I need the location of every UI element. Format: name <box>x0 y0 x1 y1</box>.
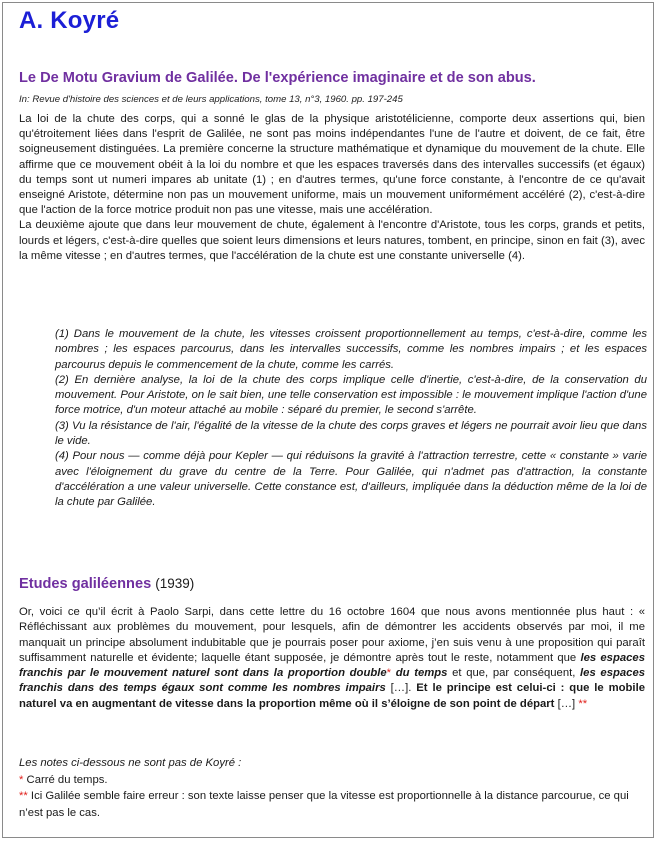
asterisk-marker: * <box>386 667 392 680</box>
double-asterisk-marker: ** <box>578 697 588 710</box>
editor-note-2 <box>19 788 645 821</box>
section2-title: Etudes galiléennes <box>19 576 152 592</box>
section1-title: Le De Motu Gravium de Galilée. De l'expérience imaginaire et de son abus. <box>19 70 536 86</box>
section2-year: (1939) <box>155 576 195 591</box>
footnote-1: (1) Dans le mouvement de la chute, les vitesses croissent proportionnellement au temps, c'est-à-dire, comme les nombres ; les espaces parcourus, dans les intervalles successifs, comme les nombres impairs ; et les espaces parcourus depuis le commencement de la chute, comme les carrés. <box>55 328 647 371</box>
section1-body <box>19 112 645 264</box>
quote-ellipsis: […] <box>554 697 579 710</box>
editor-note-1 <box>19 772 645 789</box>
section1-paragraph-2: La deuxième ajoute que dans leur mouvement de chute, également à l'encontre d'Aristote, tous les corps, grands et petits, lourds et légers, c'est-à-dire quelles que soient leurs dimensions et leurs natures, tombent, en principe, sinon en fait (3), avec la même vitesse ; en d'autres termes, que l'accélération de la chute est une constante universelle (4). <box>19 219 645 262</box>
quote-emphasis-2: du temps <box>391 667 448 680</box>
editor-notes <box>19 755 645 821</box>
section1-paragraph-1: La loi de la chute des corps, qui a sonné le glas de la physique aristotélicienne, comporte deux assertions qui, bien qu'étroitement liées dans l'esprit de Galilée, ne sont pas moins indépendantes l'une de l'autre et doivent, de ce fait, être soigneusement distinguées. La première concerne la structure mathématique et dynamique du mouvement de la chute. Elle affirme que ce mouvement obéit à la loi du nombre et que les espaces traversés dans des intervalles successifs (et égaux) du temps sont ut numeri impares ab unitate (1) ; en d'autres termes, qu'une force constante, à l'encontre de ce qu'avait enseigné Aristote, détermine non pas un mouvement uniforme, mais un mouvement uniformément accéléré (2), c'est-à-dire que l'action de la force motrice produit non pas une vitesse, mais une accélération. <box>19 113 645 217</box>
editor-note-2-text: Ici Galilée semble faire erreur : son texte laisse penser que la vitesse est proportionnelle à la distance parcourue, ce qui n’est pas le cas. <box>19 790 629 819</box>
editor-note-1-marker: * <box>19 773 24 786</box>
footnote-4: (4) Pour nous — comme déjà pour Kepler — qui réduisons la gravité à l'attraction terrestre, cette « constante » varie avec l'éloignement du grave du centre de la Terre. Pour Galilée, qui n'admet pas d'attraction, la constante d'accélération a une valeur universelle. Cette constance est, d'ailleurs, impliquée dans la déduction même de la loi de la chute par Galilée. <box>55 450 647 509</box>
author-heading: A. Koyré <box>19 7 120 34</box>
section1-source-citation: In: Revue d'histoire des sciences et de leurs applications, tome 13, n°3, 1960. pp. 197-245 <box>19 94 403 105</box>
quote-text-3: […]. <box>385 682 417 695</box>
section1-footnotes <box>55 327 647 511</box>
editor-note-2-marker: ** <box>19 790 28 802</box>
editor-note-1-text: Carré du temps. <box>23 773 108 786</box>
quote-emphasis-3: les espaces franchis dans des temps égaux sont comme les nombres impairs <box>19 667 646 695</box>
quote-text-2: et que, par conséquent, <box>447 667 581 680</box>
quote-emphasis-1: les espaces franchis par le mouvement naturel sont dans la proportion double <box>19 651 645 680</box>
footnote-2: (2) En dernière analyse, la loi de la chute des corps implique celle d'inertie, c'est-à-dire, de la conservation du mouvement. Pour Aristote, on le sait bien, une telle conservation est impossible : le mouvement implique l'action d'une force motrice, d'un moteur attaché au mobile : séparé du premier, le second s'arrête. <box>55 373 647 417</box>
document-page <box>2 2 654 838</box>
quote-text-1: Or, voici ce qu’il écrit à Paolo Sarpi, dans cette lettre du 16 octobre 1604 que nous avons mentionnée plus haut : « Réfléchissant aux problèmes du mouvement, pour lesquels, afin de démontrer les accidents observés par moi, il me manquait un principe absolument indubitable que je pourrais poser pour axiome, j’en suis venu à une proposition qui paraît suffisamment naturelle et évidente; laquelle étant supposée, je démontre après tout le reste, notamment que <box>19 606 645 664</box>
editor-notes-intro: Les notes ci-dessous ne sont pas de Koyré : <box>19 757 242 769</box>
section2-heading <box>19 576 194 592</box>
footnote-3: (3) Vu la résistance de l'air, l'égalité de la vitesse de la chute des corps graves et légers ne pourrait avoir lieu que dans le vide. <box>55 419 647 448</box>
section2-quote <box>19 605 645 712</box>
quote-principle: Et le principe est celui-ci : que le mobile naturel va en augmentant de vitesse dans la proportion même où il s’éloigne de son point de départ <box>19 682 645 710</box>
